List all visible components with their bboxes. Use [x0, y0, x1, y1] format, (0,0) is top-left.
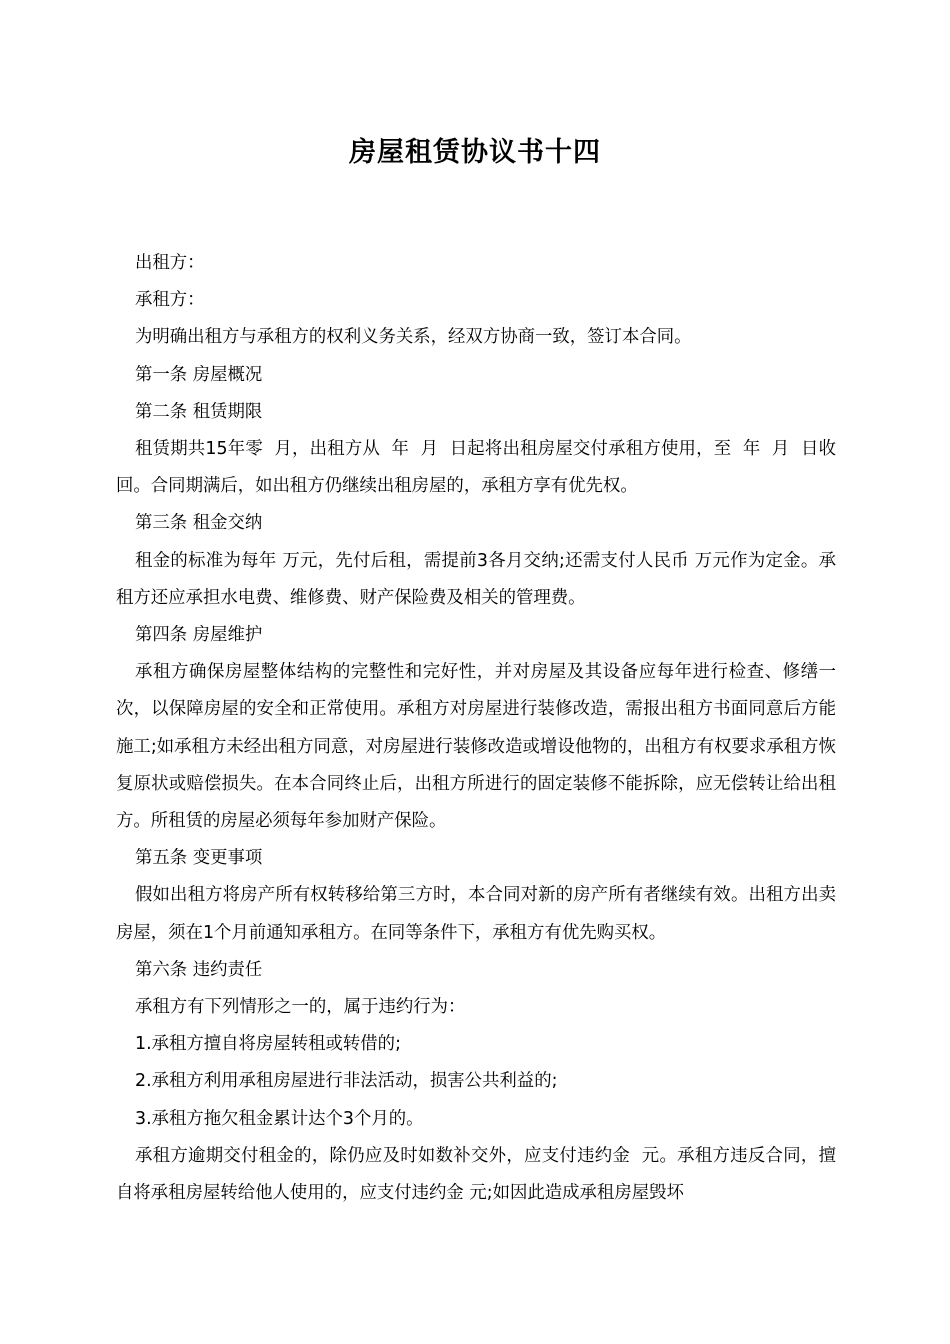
article-3-heading: 第三条 租金交纳	[135, 513, 263, 534]
article-3-body: 租金的标准为每年 万元，先付后租，需提前3各月交纳;还需支付人民币 万元作为定金。承租方还应承担水电费、维修费、财产保险费及相关的管理费。	[116, 550, 836, 608]
article-4-body: 承租方确保房屋整体结构的完整性和完好性，并对房屋及其设备应每年进行检查、修缮一次，以保障房屋的安全和正常使用。承租方对房屋进行装修改造，需报出租方书面同意后方能施工;如承租方未经出租方同意，对房屋进行装修改造或增设他物的，出租方有权要求承租方恢复原状或赔偿损失。在本合同终止后，出租方所进行的固定装修不能拆除，应无偿转让给出租方。所租赁的房屋必须每年参加财产保险。	[116, 662, 836, 832]
article-1-heading: 第一条 房屋概况	[135, 364, 263, 385]
article-2-heading: 第二条 租赁期限	[135, 401, 263, 422]
article-4-heading: 第四条 房屋维护	[135, 625, 263, 646]
article-6-penalty-paragraph: 承租方逾期交付租金的，除仍应及时如数补交外，应支付违约金 元。承租方违反合同，擅自将承租房屋转给他人使用的，应支付违约金 元;如因此造成承租房屋毁坏	[116, 1145, 836, 1204]
preamble-paragraph: 为明确出租方与承租方的权利义务关系，经双方协商一致，签订本合同。	[135, 327, 692, 348]
breach-item-1: 1.承租方擅自将房屋转租或转借的;	[135, 1034, 401, 1055]
article-2-body: 租赁期共15年零 月，出租方从 年 月 日起将出租房屋交付承租方使用，至 年 月 日收回。合同期满后，如出租方仍继续出租房屋的，承租方享有优先权。	[116, 439, 836, 497]
document-body	[116, 245, 836, 1212]
breach-item-2: 2.承租方利用承租房屋进行非法活动，损害公共利益的;	[135, 1071, 558, 1092]
article-6-intro: 承租方有下列情形之一的，属于违约行为：	[135, 997, 466, 1018]
breach-item-3: 3.承租方拖欠租金累计达个3个月的。	[135, 1108, 424, 1129]
article-5-heading: 第五条 变更事项	[135, 848, 263, 869]
article-6-heading: 第六条 违约责任	[135, 959, 263, 980]
article-5-body: 假如出租方将房产所有权转移给第三方时，本合同对新的房产所有者继续有效。出租方出卖房屋，须在1个月前通知承租方。在同等条件下，承租方有优先购买权。	[116, 885, 836, 943]
document-title: 房屋租赁协议书十四	[349, 137, 601, 168]
lessor-line: 出租方：	[135, 253, 205, 273]
lessee-line: 承租方：	[135, 290, 205, 311]
